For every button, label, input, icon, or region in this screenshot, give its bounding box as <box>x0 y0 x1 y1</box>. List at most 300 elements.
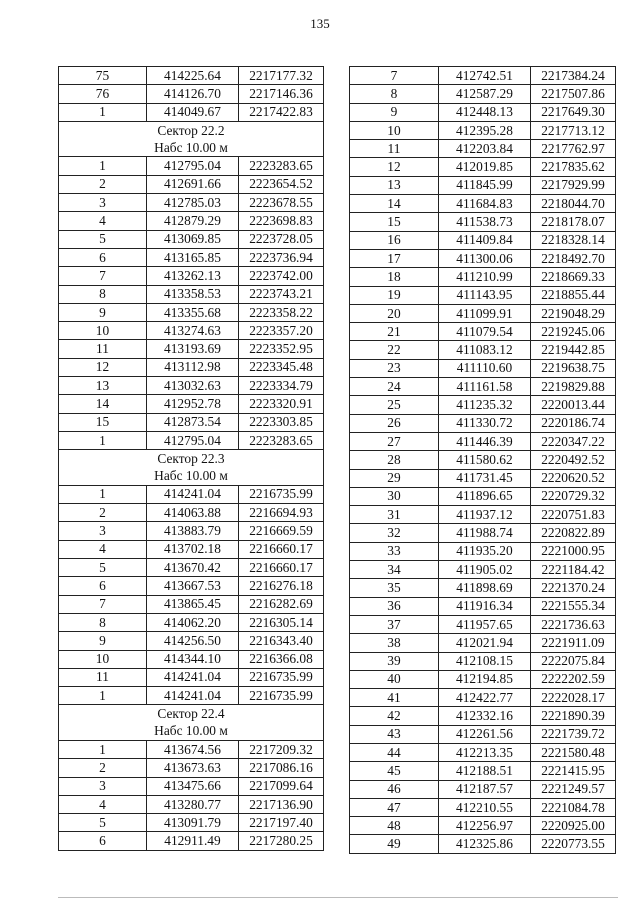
y-coordinate-cell: 2218044.70 <box>531 195 616 213</box>
table-row <box>350 231 616 249</box>
y-coordinate-cell: 2216735.99 <box>239 485 324 503</box>
y-coordinate-cell: 2216343.40 <box>239 632 324 650</box>
x-coordinate-cell: 412911.49 <box>147 832 239 850</box>
table-row <box>59 777 324 795</box>
table-row <box>350 615 616 633</box>
table-row <box>350 103 616 121</box>
x-coordinate-cell: 411580.62 <box>439 451 531 469</box>
x-coordinate-cell: 411143.95 <box>439 286 531 304</box>
y-coordinate-cell: 2218492.70 <box>531 249 616 267</box>
table-row <box>59 322 324 340</box>
y-coordinate-cell: 2217422.83 <box>239 103 324 121</box>
y-coordinate-cell: 2220729.32 <box>531 487 616 505</box>
table-row <box>350 780 616 798</box>
x-coordinate-cell: 414241.04 <box>147 668 239 686</box>
table-row <box>59 85 324 103</box>
y-coordinate-cell: 2223728.05 <box>239 230 324 248</box>
table-row <box>350 725 616 743</box>
point-number-cell: 12 <box>350 158 439 176</box>
x-coordinate-cell: 414126.70 <box>147 85 239 103</box>
point-number-cell: 1 <box>59 687 147 705</box>
point-number-cell: 6 <box>59 832 147 850</box>
y-coordinate-cell: 2221000.95 <box>531 542 616 560</box>
table-row <box>350 323 616 341</box>
x-coordinate-cell: 413274.63 <box>147 322 239 340</box>
y-coordinate-cell: 2217099.64 <box>239 777 324 795</box>
point-number-cell: 48 <box>350 817 439 835</box>
table-row <box>350 579 616 597</box>
point-number-cell: 16 <box>350 231 439 249</box>
y-coordinate-cell: 2221415.95 <box>531 762 616 780</box>
y-coordinate-cell: 2217146.36 <box>239 85 324 103</box>
x-coordinate-cell: 412187.57 <box>439 780 531 798</box>
table-row <box>350 286 616 304</box>
y-coordinate-cell: 2223736.94 <box>239 248 324 266</box>
point-number-cell: 32 <box>350 524 439 542</box>
point-number-cell: 49 <box>350 835 439 853</box>
x-coordinate-cell: 411099.91 <box>439 304 531 322</box>
page-bottom-rule <box>58 897 618 898</box>
y-coordinate-cell: 2219638.75 <box>531 359 616 377</box>
y-coordinate-cell: 2216735.99 <box>239 687 324 705</box>
y-coordinate-cell: 2223357.20 <box>239 322 324 340</box>
point-number-cell: 45 <box>350 762 439 780</box>
point-number-cell: 5 <box>59 230 147 248</box>
point-number-cell: 10 <box>59 650 147 668</box>
table-row <box>59 230 324 248</box>
point-number-cell: 9 <box>350 103 439 121</box>
point-number-cell: 15 <box>350 213 439 231</box>
point-number-cell: 23 <box>350 359 439 377</box>
table-row <box>59 413 324 431</box>
point-number-cell: 2 <box>59 504 147 522</box>
x-coordinate-cell: 412256.97 <box>439 817 531 835</box>
point-number-cell: 4 <box>59 212 147 230</box>
sector-header-row <box>59 121 324 139</box>
x-coordinate-cell: 412742.51 <box>439 67 531 85</box>
coordinates-table-left <box>58 66 324 851</box>
point-number-cell: 47 <box>350 798 439 816</box>
point-number-cell: 37 <box>350 615 439 633</box>
table-row <box>350 469 616 487</box>
point-number-cell: 8 <box>59 613 147 631</box>
x-coordinate-cell: 412203.84 <box>439 140 531 158</box>
x-coordinate-cell: 414049.67 <box>147 103 239 121</box>
point-number-cell: 4 <box>59 795 147 813</box>
point-number-cell: 8 <box>59 285 147 303</box>
table-row <box>350 304 616 322</box>
x-coordinate-cell: 413280.77 <box>147 795 239 813</box>
y-coordinate-cell: 2220492.52 <box>531 451 616 469</box>
point-number-cell: 6 <box>59 248 147 266</box>
x-coordinate-cell: 414241.04 <box>147 687 239 705</box>
x-coordinate-cell: 412019.85 <box>439 158 531 176</box>
table-row <box>59 540 324 558</box>
y-coordinate-cell: 2217649.30 <box>531 103 616 121</box>
point-number-cell: 46 <box>350 780 439 798</box>
x-coordinate-cell: 411916.34 <box>439 597 531 615</box>
table-row <box>350 597 616 615</box>
x-coordinate-cell: 412188.51 <box>439 762 531 780</box>
point-number-cell: 15 <box>59 413 147 431</box>
y-coordinate-cell: 2217280.25 <box>239 832 324 850</box>
table-row <box>59 759 324 777</box>
table-row <box>350 524 616 542</box>
table-row <box>350 432 616 450</box>
table-row <box>59 613 324 631</box>
y-coordinate-cell: 2219245.06 <box>531 323 616 341</box>
table-row <box>59 504 324 522</box>
y-coordinate-cell: 2220347.22 <box>531 432 616 450</box>
point-number-cell: 42 <box>350 707 439 725</box>
y-coordinate-cell: 2220822.89 <box>531 524 616 542</box>
table-row <box>59 687 324 705</box>
point-number-cell: 17 <box>350 249 439 267</box>
point-number-cell: 1 <box>59 431 147 449</box>
table-row <box>59 358 324 376</box>
y-coordinate-cell: 2217384.24 <box>531 67 616 85</box>
coordinates-table-right <box>349 66 616 854</box>
y-coordinate-cell: 2218328.14 <box>531 231 616 249</box>
point-number-cell: 27 <box>350 432 439 450</box>
table-row <box>350 85 616 103</box>
y-coordinate-cell: 2221555.34 <box>531 597 616 615</box>
table-row <box>59 377 324 395</box>
y-coordinate-cell: 2216669.59 <box>239 522 324 540</box>
point-number-cell: 39 <box>350 652 439 670</box>
point-number-cell: 12 <box>59 358 147 376</box>
point-number-cell: 31 <box>350 506 439 524</box>
table-row <box>59 559 324 577</box>
x-coordinate-cell: 411905.02 <box>439 561 531 579</box>
table-row <box>59 267 324 285</box>
x-coordinate-cell: 412332.16 <box>439 707 531 725</box>
x-coordinate-cell: 413032.63 <box>147 377 239 395</box>
table-row <box>59 814 324 832</box>
point-number-cell: 3 <box>59 777 147 795</box>
point-number-cell: 38 <box>350 634 439 652</box>
y-coordinate-cell: 2220620.52 <box>531 469 616 487</box>
table-row <box>350 359 616 377</box>
x-coordinate-cell: 414225.64 <box>147 67 239 85</box>
sector-height-row <box>59 468 324 486</box>
point-number-cell: 22 <box>350 341 439 359</box>
table-row <box>350 817 616 835</box>
y-coordinate-cell: 2217136.90 <box>239 795 324 813</box>
table-row <box>350 249 616 267</box>
x-coordinate-cell: 412795.04 <box>147 157 239 175</box>
x-coordinate-cell: 413091.79 <box>147 814 239 832</box>
x-coordinate-cell: 412952.78 <box>147 395 239 413</box>
y-coordinate-cell: 2221739.72 <box>531 725 616 743</box>
point-number-cell: 9 <box>59 632 147 650</box>
table-row <box>59 157 324 175</box>
x-coordinate-cell: 414344.10 <box>147 650 239 668</box>
table-row <box>59 485 324 503</box>
x-coordinate-cell: 413673.63 <box>147 759 239 777</box>
point-number-cell: 18 <box>350 268 439 286</box>
point-number-cell: 7 <box>59 595 147 613</box>
y-coordinate-cell: 2217762.97 <box>531 140 616 158</box>
table-row <box>350 451 616 469</box>
table-row <box>59 248 324 266</box>
sector-height: Набс 10.00 м <box>59 468 324 486</box>
table-row <box>350 67 616 85</box>
y-coordinate-cell: 2223352.95 <box>239 340 324 358</box>
x-coordinate-cell: 411083.12 <box>439 341 531 359</box>
y-coordinate-cell: 2216660.17 <box>239 559 324 577</box>
sector-title: Сектор 22.3 <box>59 450 324 468</box>
x-coordinate-cell: 412785.03 <box>147 194 239 212</box>
x-coordinate-cell: 411845.99 <box>439 176 531 194</box>
table-row <box>350 689 616 707</box>
point-number-cell: 3 <box>59 194 147 212</box>
sector-height-row <box>59 139 324 157</box>
x-coordinate-cell: 411937.12 <box>439 506 531 524</box>
y-coordinate-cell: 2222075.84 <box>531 652 616 670</box>
y-coordinate-cell: 2223358.22 <box>239 303 324 321</box>
table-row <box>59 194 324 212</box>
x-coordinate-cell: 414063.88 <box>147 504 239 522</box>
y-coordinate-cell: 2216694.93 <box>239 504 324 522</box>
y-coordinate-cell: 2222202.59 <box>531 670 616 688</box>
table-row <box>59 668 324 686</box>
point-number-cell: 11 <box>59 340 147 358</box>
x-coordinate-cell: 412448.13 <box>439 103 531 121</box>
y-coordinate-cell: 2220013.44 <box>531 396 616 414</box>
x-coordinate-cell: 412395.28 <box>439 121 531 139</box>
point-number-cell: 34 <box>350 561 439 579</box>
sector-header-row <box>59 705 324 723</box>
y-coordinate-cell: 2219442.85 <box>531 341 616 359</box>
x-coordinate-cell: 411988.74 <box>439 524 531 542</box>
x-coordinate-cell: 411935.20 <box>439 542 531 560</box>
sector-height: Набс 10.00 м <box>59 723 324 741</box>
table-row <box>350 707 616 725</box>
y-coordinate-cell: 2220751.83 <box>531 506 616 524</box>
table-row <box>59 175 324 193</box>
y-coordinate-cell: 2216282.69 <box>239 595 324 613</box>
y-coordinate-cell: 2217209.32 <box>239 740 324 758</box>
table-row <box>59 632 324 650</box>
point-number-cell: 41 <box>350 689 439 707</box>
x-coordinate-cell: 412325.86 <box>439 835 531 853</box>
x-coordinate-cell: 413069.85 <box>147 230 239 248</box>
table-row <box>350 762 616 780</box>
y-coordinate-cell: 2218669.33 <box>531 268 616 286</box>
x-coordinate-cell: 411210.99 <box>439 268 531 286</box>
x-coordinate-cell: 412879.29 <box>147 212 239 230</box>
x-coordinate-cell: 412422.77 <box>439 689 531 707</box>
x-coordinate-cell: 412587.29 <box>439 85 531 103</box>
point-number-cell: 40 <box>350 670 439 688</box>
y-coordinate-cell: 2221249.57 <box>531 780 616 798</box>
table-row <box>350 506 616 524</box>
table-row <box>350 176 616 194</box>
y-coordinate-cell: 2216305.14 <box>239 613 324 631</box>
x-coordinate-cell: 413883.79 <box>147 522 239 540</box>
y-coordinate-cell: 2223654.52 <box>239 175 324 193</box>
table-row <box>59 285 324 303</box>
x-coordinate-cell: 412873.54 <box>147 413 239 431</box>
table-row <box>350 414 616 432</box>
x-coordinate-cell: 412213.35 <box>439 743 531 761</box>
point-number-cell: 76 <box>59 85 147 103</box>
x-coordinate-cell: 413667.53 <box>147 577 239 595</box>
y-coordinate-cell: 2216735.99 <box>239 668 324 686</box>
y-coordinate-cell: 2217177.32 <box>239 67 324 85</box>
y-coordinate-cell: 2223678.55 <box>239 194 324 212</box>
point-number-cell: 21 <box>350 323 439 341</box>
table-row <box>350 487 616 505</box>
table-row <box>350 268 616 286</box>
sector-header-row <box>59 450 324 468</box>
x-coordinate-cell: 411161.58 <box>439 378 531 396</box>
table-row <box>350 121 616 139</box>
point-number-cell: 2 <box>59 759 147 777</box>
point-number-cell: 20 <box>350 304 439 322</box>
x-coordinate-cell: 411731.45 <box>439 469 531 487</box>
point-number-cell: 75 <box>59 67 147 85</box>
x-coordinate-cell: 412108.15 <box>439 652 531 670</box>
y-coordinate-cell: 2221580.48 <box>531 743 616 761</box>
table-row <box>59 303 324 321</box>
table-row <box>350 652 616 670</box>
point-number-cell: 19 <box>350 286 439 304</box>
point-number-cell: 7 <box>350 67 439 85</box>
point-number-cell: 26 <box>350 414 439 432</box>
table-row <box>350 213 616 231</box>
x-coordinate-cell: 413674.56 <box>147 740 239 758</box>
point-number-cell: 13 <box>350 176 439 194</box>
table-row <box>350 341 616 359</box>
y-coordinate-cell: 2222028.17 <box>531 689 616 707</box>
y-coordinate-cell: 2217835.62 <box>531 158 616 176</box>
x-coordinate-cell: 411409.84 <box>439 231 531 249</box>
point-number-cell: 33 <box>350 542 439 560</box>
y-coordinate-cell: 2223345.48 <box>239 358 324 376</box>
x-coordinate-cell: 411330.72 <box>439 414 531 432</box>
x-coordinate-cell: 413865.45 <box>147 595 239 613</box>
point-number-cell: 25 <box>350 396 439 414</box>
y-coordinate-cell: 2221184.42 <box>531 561 616 579</box>
point-number-cell: 14 <box>350 195 439 213</box>
x-coordinate-cell: 413702.18 <box>147 540 239 558</box>
table-row <box>59 340 324 358</box>
y-coordinate-cell: 2223698.83 <box>239 212 324 230</box>
point-number-cell: 1 <box>59 157 147 175</box>
point-number-cell: 35 <box>350 579 439 597</box>
point-number-cell: 1 <box>59 485 147 503</box>
point-number-cell: 9 <box>59 303 147 321</box>
y-coordinate-cell: 2218855.44 <box>531 286 616 304</box>
x-coordinate-cell: 414062.20 <box>147 613 239 631</box>
y-coordinate-cell: 2217507.86 <box>531 85 616 103</box>
y-coordinate-cell: 2223283.65 <box>239 431 324 449</box>
point-number-cell: 24 <box>350 378 439 396</box>
y-coordinate-cell: 2218178.07 <box>531 213 616 231</box>
point-number-cell: 3 <box>59 522 147 540</box>
point-number-cell: 5 <box>59 559 147 577</box>
x-coordinate-cell: 411896.65 <box>439 487 531 505</box>
table-row <box>350 835 616 853</box>
x-coordinate-cell: 412194.85 <box>439 670 531 688</box>
x-coordinate-cell: 413193.69 <box>147 340 239 358</box>
x-coordinate-cell: 412021.94 <box>439 634 531 652</box>
x-coordinate-cell: 411300.06 <box>439 249 531 267</box>
y-coordinate-cell: 2221736.63 <box>531 615 616 633</box>
y-coordinate-cell: 2217086.16 <box>239 759 324 777</box>
x-coordinate-cell: 412210.55 <box>439 798 531 816</box>
table-row <box>350 378 616 396</box>
point-number-cell: 1 <box>59 740 147 758</box>
x-coordinate-cell: 412795.04 <box>147 431 239 449</box>
x-coordinate-cell: 411538.73 <box>439 213 531 231</box>
table-row <box>350 396 616 414</box>
point-number-cell: 30 <box>350 487 439 505</box>
y-coordinate-cell: 2223283.65 <box>239 157 324 175</box>
table-row <box>59 431 324 449</box>
y-coordinate-cell: 2223742.00 <box>239 267 324 285</box>
point-number-cell: 14 <box>59 395 147 413</box>
y-coordinate-cell: 2223320.91 <box>239 395 324 413</box>
x-coordinate-cell: 412261.56 <box>439 725 531 743</box>
point-number-cell: 11 <box>59 668 147 686</box>
sector-height-row <box>59 723 324 741</box>
page-number: 135 <box>310 16 330 31</box>
y-coordinate-cell: 2217197.40 <box>239 814 324 832</box>
point-number-cell: 13 <box>59 377 147 395</box>
table-row <box>59 650 324 668</box>
y-coordinate-cell: 2223334.79 <box>239 377 324 395</box>
y-coordinate-cell: 2216276.18 <box>239 577 324 595</box>
x-coordinate-cell: 413112.98 <box>147 358 239 376</box>
table-row <box>59 595 324 613</box>
y-coordinate-cell: 2220925.00 <box>531 817 616 835</box>
y-coordinate-cell: 2221084.78 <box>531 798 616 816</box>
point-number-cell: 29 <box>350 469 439 487</box>
point-number-cell: 1 <box>59 103 147 121</box>
point-number-cell: 44 <box>350 743 439 761</box>
x-coordinate-cell: 411684.83 <box>439 195 531 213</box>
x-coordinate-cell: 411446.39 <box>439 432 531 450</box>
point-number-cell: 4 <box>59 540 147 558</box>
table-row <box>59 67 324 85</box>
x-coordinate-cell: 413165.85 <box>147 248 239 266</box>
point-number-cell: 6 <box>59 577 147 595</box>
x-coordinate-cell: 411898.69 <box>439 579 531 597</box>
point-number-cell: 5 <box>59 814 147 832</box>
sector-title: Сектор 22.4 <box>59 705 324 723</box>
table-row <box>59 740 324 758</box>
y-coordinate-cell: 2219048.29 <box>531 304 616 322</box>
x-coordinate-cell: 413670.42 <box>147 559 239 577</box>
point-number-cell: 43 <box>350 725 439 743</box>
point-number-cell: 10 <box>59 322 147 340</box>
x-coordinate-cell: 414241.04 <box>147 485 239 503</box>
table-row <box>350 670 616 688</box>
table-row <box>59 395 324 413</box>
y-coordinate-cell: 2217929.99 <box>531 176 616 194</box>
y-coordinate-cell: 2217713.12 <box>531 121 616 139</box>
x-coordinate-cell: 411957.65 <box>439 615 531 633</box>
y-coordinate-cell: 2221890.39 <box>531 707 616 725</box>
point-number-cell: 28 <box>350 451 439 469</box>
y-coordinate-cell: 2223743.21 <box>239 285 324 303</box>
x-coordinate-cell: 414256.50 <box>147 632 239 650</box>
x-coordinate-cell: 413475.66 <box>147 777 239 795</box>
table-row <box>59 795 324 813</box>
